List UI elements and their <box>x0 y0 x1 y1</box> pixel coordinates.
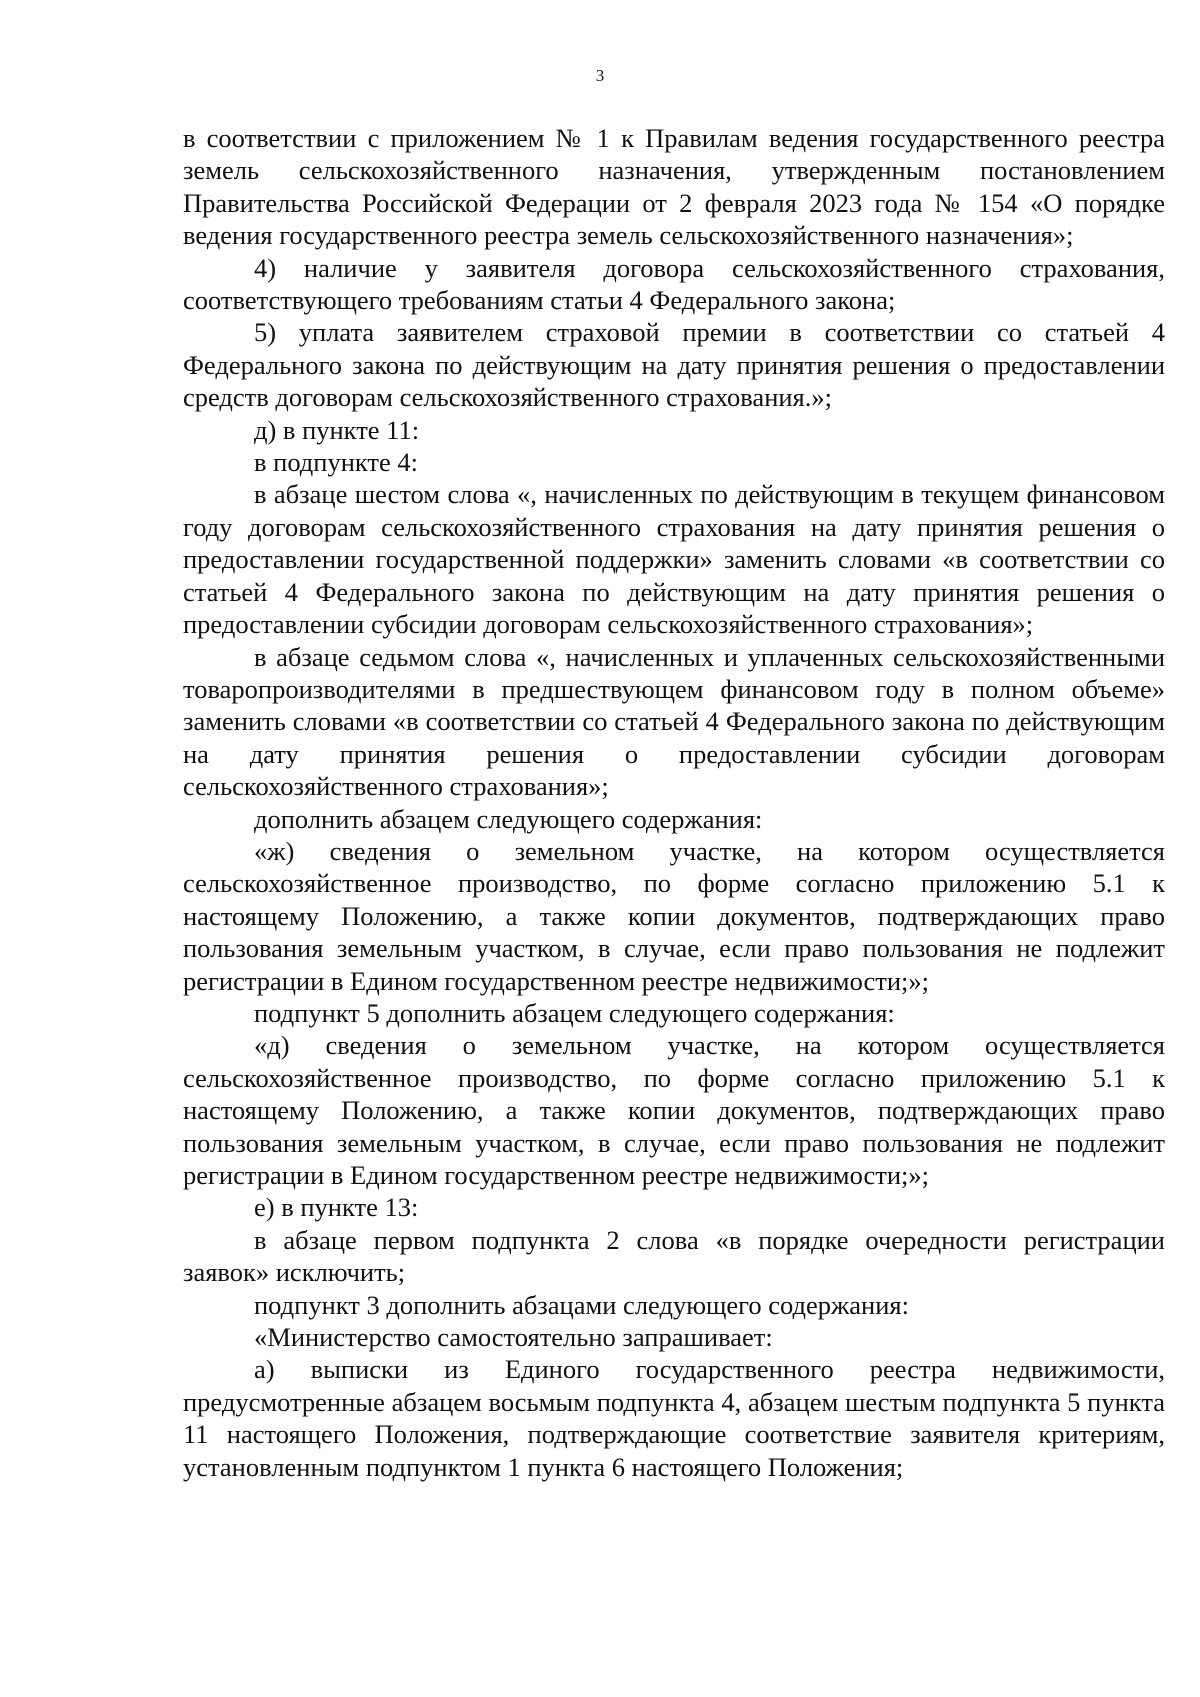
paragraph-point-13-heading: е) в пункте 13: <box>254 1192 419 1223</box>
paragraph-add-abzac: дополнить абзацем следующего содержания: <box>254 803 763 834</box>
paragraph-item-5-insurance-premium: 5) уплата заявителем страховой премии в соответствии со статьей 4 Федерального закона по действующим на дату принятия решения о предоставлении средств договорам сельскохозяйственного страхования.»; <box>183 317 1165 413</box>
paragraph-seventh-abzac-replacement: в абзаце седьмом слова «, начисленных и уплаченных сельскохозяйственными товаропроизводителями в предшествующем финансовом году в полном объеме» заменить словами «в соответствии со статьей 4 Федерального закона по действующим на дату принятия решения о предоставлении субсидии договорам сельскохозяйственного страхования»; <box>183 641 1165 802</box>
paragraph-item-a-extracts: а) выписки из Единого государственного реестра недвижимости, предусмотренные абзацем восьмым подпункта 4, абзацем шестым подпункта 5 пункта 11 настоящего Положения, подтверждающие соответствие заявителя критериям, установленным подпунктом 1 пункта 6 настоящего Положения; <box>183 1354 1165 1482</box>
paragraph-ministry-requests: «Министерство самостоятельно запрашивает: <box>254 1322 773 1353</box>
paragraph-subpoint-3-add: подпункт 3 дополнить абзацами следующего содержания: <box>254 1289 909 1320</box>
paragraph-sixth-abzac-replacement: в абзаце шестом слова «, начисленных по действующим в текущем финансовом году договорам сельскохозяйственного страхования на дату принятия решения о предоставлении государственной поддержки» заменить словами «в соответствии со статьей 4 Федерального закона по действующим на дату принятия решения о предоставлении субсидии договорам сельскохозяйственного страхования»; <box>183 479 1165 640</box>
paragraph-item-d-land-plot: «д) сведения о земельном участке, на котором осуществляется сельскохозяйственное производство, по форме согласно приложению 5.1 к настоящему Положению, а также копии документов, подтверждающих право пользования земельным участком, в случае, если право пользования не подлежит регистрации в Едином государственном реестре недвижимости;»; <box>183 1030 1165 1190</box>
document-body <box>183 122 1165 1483</box>
paragraph-item-zh-land-plot: «ж) сведения о земельном участке, на котором осуществляется сельскохозяйственное производство, по форме согласно приложению 5.1 к настоящему Положению, а также копии документов, подтверждающих право пользования земельным участком, в случае, если право пользования не подлежит регистрации в Едином государственном реестре недвижимости;»; <box>183 835 1165 996</box>
paragraph-item-4-insurance-contract: 4) наличие у заявителя договора сельскохозяйственного страхования, соответствующего требованиям статьи 4 Федерального закона; <box>183 252 1165 316</box>
paragraph-registry-reference: в соответствии с приложением № 1 к Правилам ведения государственного реестра земель сельскохозяйственного назначения, утвержденным постановлением Правительства Российской Федерации от 2 февраля 2023 года № 154 «О порядке ведения государственного реестра земель сельскохозяйственного назначения»; <box>183 123 1165 251</box>
paragraph-subpoint-4-heading: в подпункте 4: <box>254 447 419 478</box>
page-number: 3 <box>595 66 605 85</box>
paragraph-subpoint-5-add: подпункт 5 дополнить абзацем следующего содержания: <box>254 997 895 1028</box>
paragraph-point-11-heading: д) в пункте 11: <box>254 414 420 445</box>
paragraph-subpoint-2-exclusion: в абзаце первом подпункта 2 слова «в порядке очередности регистрации заявок» исключить; <box>183 1224 1165 1288</box>
